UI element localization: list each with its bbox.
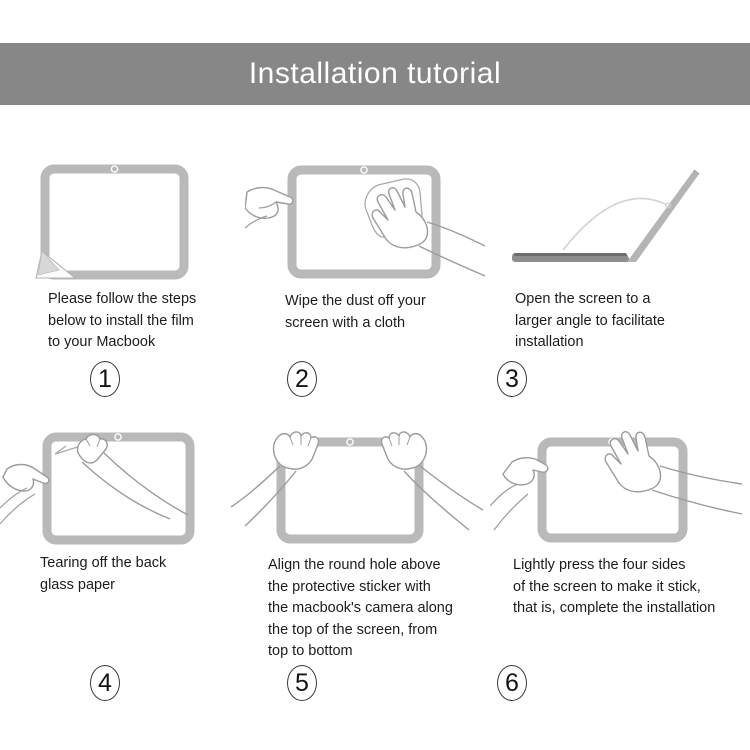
step-3-illustration: [505, 158, 715, 278]
step-5-number-badge: [287, 665, 317, 701]
tear-backing-icon: [0, 420, 255, 550]
screen-film-peel-icon: [28, 158, 208, 286]
holding-hand-icon: [245, 188, 293, 228]
step-2-number: 2: [295, 364, 309, 393]
camera-icon: [361, 167, 367, 173]
step-4-number-badge: [90, 665, 120, 701]
step-2-caption: Wipe the dust off your screen with a cloth: [285, 293, 426, 331]
step-3-caption: Open the screen to a larger angle to facilitate installation: [515, 291, 665, 350]
press-screen-icon: [490, 420, 750, 550]
page-title: Installation tutorial: [248, 57, 502, 90]
step-4-number: 4: [98, 668, 112, 697]
screen-frame: [47, 437, 190, 540]
step-2-illustration: [245, 152, 485, 292]
laptop-side-icon: [512, 170, 699, 262]
step-1-illustration: [28, 158, 208, 286]
open-arrow-arc-icon: [563, 198, 670, 250]
step-5-illustration: [225, 420, 505, 550]
header-banner: [0, 43, 750, 105]
align-film-icon: [225, 420, 505, 550]
open-laptop-icon: [505, 158, 715, 278]
camera-icon: [115, 434, 121, 440]
step-1-number: 1: [98, 364, 112, 393]
wipe-screen-icon: [245, 152, 485, 292]
screen-frame: [45, 169, 184, 275]
step-1-number-badge: [90, 361, 120, 397]
step-2-number-badge: [287, 361, 317, 397]
step-5-number: 5: [295, 668, 309, 697]
helper-hand-icon: [0, 465, 49, 525]
step-6-number-badge: [497, 665, 527, 701]
step-6-number: 6: [505, 668, 519, 697]
step-5-caption: Align the round hole above the protective sticker with the macbook's camera along the top of the screen, from top to bottom: [268, 557, 453, 659]
step-6-caption: Lightly press the four sides of the screen to make it stick, that is, complete the installation: [513, 557, 716, 616]
step-3-number-badge: [497, 361, 527, 397]
step-4-caption: Tearing off the back glass paper: [40, 555, 167, 593]
step-3-number: 3: [505, 364, 519, 393]
camera-icon: [347, 439, 353, 445]
camera-icon: [111, 166, 117, 172]
step-6-illustration: [490, 420, 750, 550]
step-4-illustration: [0, 420, 255, 550]
step-1-caption: Please follow the steps below to install the film to your Macbook: [48, 291, 197, 350]
